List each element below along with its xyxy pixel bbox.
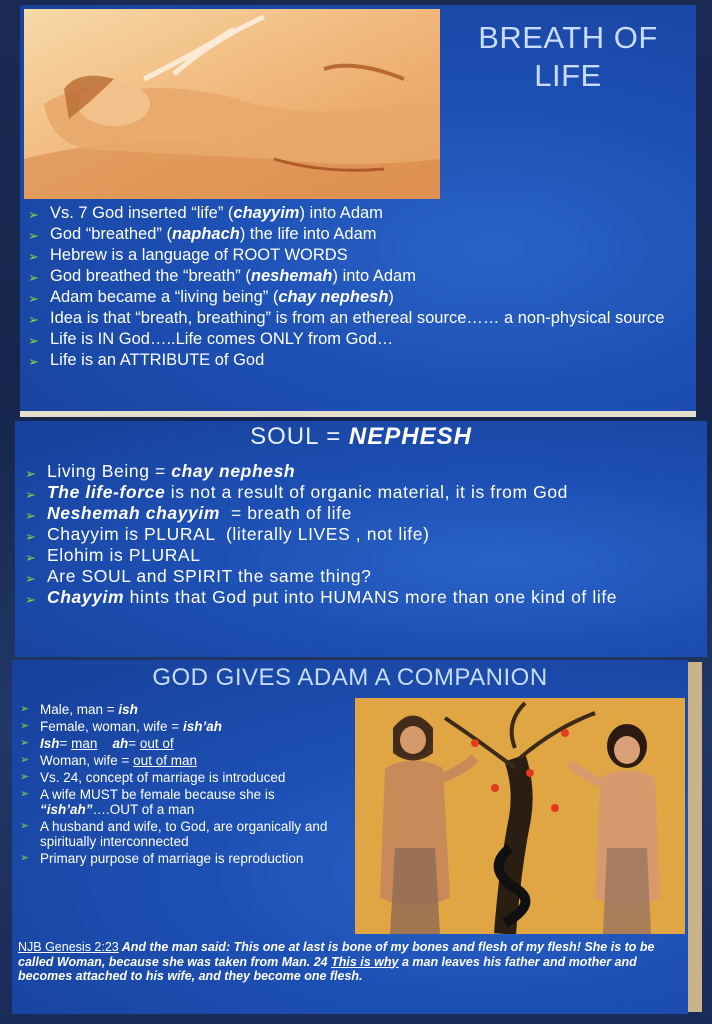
scripture-text: a man leaves his father and mother and becomes attached to his wife, and they become one flesh.	[18, 954, 637, 983]
bullet-keyword: naphach	[171, 225, 240, 243]
slide2-bullet-list	[25, 461, 701, 608]
bullet-keyword: chayyim	[233, 204, 300, 222]
arrow-bullet-icon: ➢	[25, 592, 37, 607]
bullet-underlined-text: out of man	[133, 753, 197, 768]
slide-breath-of-life	[20, 5, 696, 417]
bullet-text: Female, woman, wife =	[40, 719, 183, 734]
background-edge-strip	[688, 662, 702, 1012]
bullet-text: Elohim is PLURAL	[47, 545, 201, 565]
arrow-bullet-icon: ➢	[28, 207, 39, 222]
list-item	[20, 702, 358, 717]
bullet-keyword: chay nephesh	[278, 288, 389, 306]
arrow-bullet-icon: ➢	[20, 737, 30, 749]
bullet-text: ….OUT of a man	[92, 802, 195, 817]
bullet-keyword: neshemah	[250, 267, 333, 285]
list-item	[20, 719, 358, 734]
list-item	[28, 329, 692, 350]
arrow-bullet-icon: ➢	[25, 571, 37, 586]
bullet-text: Woman, wife =	[40, 753, 134, 768]
arrow-bullet-icon: ➢	[25, 487, 37, 502]
bullet-keyword: The life-force	[47, 482, 166, 502]
arrow-bullet-icon: ➢	[25, 529, 37, 544]
list-item	[20, 819, 358, 849]
bullet-text: A husband and wife, to God, are organically and spiritually interconnected	[40, 819, 328, 849]
list-item	[28, 287, 692, 308]
arrow-bullet-icon: ➢	[28, 333, 39, 348]
list-item	[25, 503, 701, 524]
arrow-bullet-icon: ➢	[20, 820, 30, 832]
bullet-text: =	[128, 736, 140, 751]
scripture-reference: NJB Genesis 2:23	[18, 940, 119, 954]
bullet-keyword: “ish’ah”	[40, 802, 93, 817]
bullet-text: Are SOUL and SPIRIT the same thing?	[47, 566, 372, 586]
title-text: SOUL =	[250, 423, 349, 450]
list-item	[20, 753, 358, 768]
arrow-bullet-icon: ➢	[20, 754, 30, 766]
slide3-title: GOD GIVES ADAM A COMPANION	[152, 664, 548, 691]
arrow-bullet-icon: ➢	[25, 508, 37, 523]
bullet-text: )	[388, 288, 394, 306]
bullet-text	[97, 736, 112, 751]
bullet-text: Living Being =	[47, 461, 172, 481]
list-item	[28, 224, 692, 245]
bullet-text: ) into Adam	[299, 204, 383, 222]
bullet-text: Adam became a “living being” (	[50, 288, 279, 306]
bullet-text: ) the life into Adam	[239, 225, 377, 243]
list-item	[25, 587, 701, 608]
arrow-bullet-icon: ➢	[20, 720, 30, 732]
bullet-text: =	[59, 736, 72, 751]
arrow-bullet-icon: ➢	[28, 354, 39, 369]
adam-and-eve-painting	[355, 698, 685, 934]
arrow-bullet-icon: ➢	[20, 771, 30, 783]
list-item	[28, 203, 692, 224]
slide-god-gives-adam-a-companion	[12, 660, 688, 1014]
slide2-title	[15, 423, 707, 451]
bullet-underlined-text: out of	[139, 736, 174, 751]
bullet-text: Chayyim is PLURAL (literally LIVES , not life)	[47, 524, 430, 544]
bullet-text: Life is an ATTRIBUTE of God	[50, 351, 265, 369]
bullet-keyword: chay nephesh	[171, 461, 296, 481]
list-item	[28, 266, 692, 287]
list-item	[25, 461, 701, 482]
bullet-text: hints that God put into HUMANS more than one kind of life	[124, 587, 618, 607]
breath-of-life-painting	[24, 9, 440, 199]
bullet-text: Primary purpose of marriage is reproduction	[40, 851, 304, 866]
title-keyword: NEPHESH	[348, 423, 472, 450]
bullet-underlined-text: man	[71, 736, 98, 751]
arrow-bullet-icon: ➢	[28, 228, 39, 243]
bullet-keyword: Neshemah chayyim	[47, 503, 221, 523]
slide3-bullet-list	[20, 702, 358, 868]
bullet-text: ) into Adam	[332, 267, 416, 285]
bullet-keyword: Ish	[40, 736, 60, 751]
scripture-underlined-text: This is why	[331, 954, 399, 969]
list-item	[28, 308, 692, 329]
arrow-bullet-icon: ➢	[20, 852, 30, 864]
list-item	[25, 566, 701, 587]
bullet-text: = breath of life	[220, 503, 352, 523]
arrow-bullet-icon: ➢	[28, 249, 39, 264]
list-item	[20, 736, 358, 751]
arrow-bullet-icon: ➢	[25, 466, 37, 481]
list-item	[25, 482, 701, 503]
bullet-text: Life is IN God…..Life comes ONLY from God…	[50, 330, 394, 348]
bullet-text: Idea is that “breath, breathing” is from an ethereal source…… a non-physical source	[50, 309, 665, 327]
list-item	[28, 350, 692, 371]
bullet-keyword: Chayyim	[47, 587, 125, 607]
bullet-keyword: ah	[112, 736, 129, 751]
bullet-text: God breathed the “breath” (	[50, 267, 251, 285]
bullet-text: Vs. 24, concept of marriage is introduced	[40, 770, 286, 785]
scripture-quote	[18, 940, 682, 984]
list-item	[20, 770, 358, 785]
arrow-bullet-icon: ➢	[28, 312, 39, 327]
scripture-text: And the man said: This one at last is bone of my bones and flesh of my flesh! She is to be called Woman, because she was taken from Man. 24	[18, 940, 655, 969]
bullet-text: Hebrew is a language of ROOT WORDS	[50, 246, 348, 264]
list-item	[20, 851, 358, 866]
bullet-keyword: ish’ah	[182, 719, 222, 734]
bullet-text: A wife MUST be female because she is	[40, 787, 275, 802]
bullet-text: Vs. 7 God inserted “life” (	[50, 204, 234, 222]
bullet-text: is not a result of organic material, it is from God	[165, 482, 569, 502]
arrow-bullet-icon: ➢	[28, 291, 39, 306]
list-item	[25, 545, 701, 566]
bullet-keyword: ish	[118, 702, 138, 717]
arrow-bullet-icon: ➢	[25, 550, 37, 565]
bullet-text: God “breathed” (	[50, 225, 172, 243]
slide1-bullet-list	[28, 203, 692, 371]
slide-soul-nephesh	[15, 421, 707, 657]
list-item	[20, 787, 358, 817]
bullet-text: Male, man =	[40, 702, 119, 717]
slide1-title: BREATH OF LIFE	[478, 20, 658, 93]
list-item	[25, 524, 701, 545]
arrow-bullet-icon: ➢	[20, 703, 30, 715]
list-item	[28, 245, 692, 266]
arrow-bullet-icon: ➢	[20, 788, 30, 800]
arrow-bullet-icon: ➢	[28, 270, 39, 285]
